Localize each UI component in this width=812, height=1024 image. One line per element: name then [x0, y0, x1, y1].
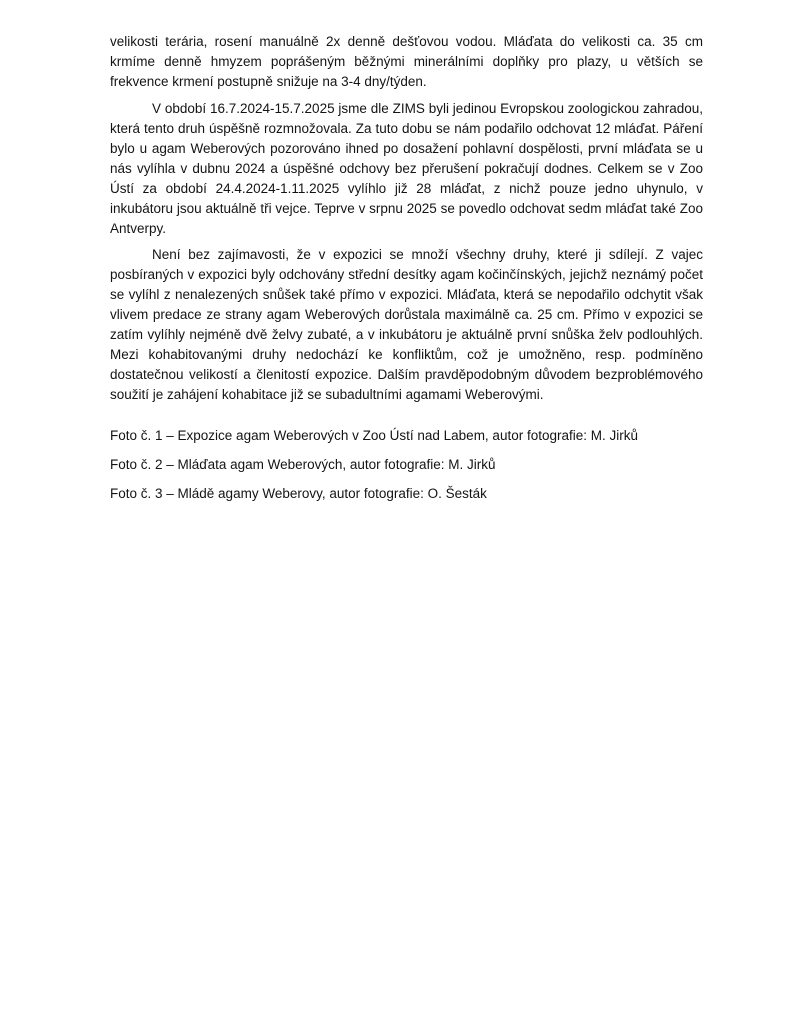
body-text-block [110, 32, 703, 405]
body-paragraph: V období 16.7.2024-15.7.2025 jsme dle ZIMS byli jedinou Evropskou zoologickou zahradou, která tento druh úspěšně rozmnožovala. Za tuto dobu se nám podařilo odchovat 12 mláďat. Páření bylo u agam Weberových pozorováno ihned po dosažení pohlavní dospělosti, první mláďata se u nás vylíhla v dubnu 2024 a úspěšné odchovy bez přerušení pokračují dodnes. Celkem se v Zoo Ústí za období 24.4.2024-1.11.2025 vylíhlo již 28 mláďat, z nichž pouze jedno uhynulo, v inkubátoru jsou aktuálně tři vejce. Teprve v srpnu 2025 se povedlo odchovat sedm mláďat také Zoo Antverpy. [110, 100, 703, 236]
photo-caption-1: Foto č. 1 – Expozice agam Weberových v Zoo Ústí nad Labem, autor fotografie: M. Jirků [110, 428, 638, 443]
body-paragraph-continuation: velikosti terária, rosení manuálně 2x denně dešťovou vodou. Mláďata do velikosti ca. 35 cm krmíme denně hmyzem poprášeným běžnými minerálními doplňky pro plazy, u větších se frekvence krmení postupně snižuje na 3-4 dny/týden. [110, 34, 703, 89]
photo-caption-3: Foto č. 3 – Mládě agamy Weberovy, autor fotografie: O. Šesták [110, 486, 487, 501]
photo-caption-2: Foto č. 2 – Mláďata agam Weberových, autor fotografie: M. Jirků [110, 457, 496, 472]
photo-caption-list [110, 426, 703, 504]
body-paragraph: Není bez zajímavosti, že v expozici se množí všechny druhy, které ji sdílejí. Z vajec posbíraných v expozici byly odchovány střední desítky agam kočinčínských, jejichž neznámý počet se vylíhl z nenalezených snůšek také přímo v expozici. Mláďata, která se nepodařilo odchytit však vlivem predace ze strany agam Weberových dorůstala maximálně ca. 25 cm. Přímo v expozici se zatím vylíhly nejméně dvě želvy zubaté, a v inkubátoru je aktuálně první snůška želv podlouhlých. Mezi kohabitovanými druhy nedochází ke konfliktům, což je umožněno, resp. podmíněno dostatečnou velikostí a členitostí expozice. Dalším pravděpodobným důvodem bezproblémového soužití je zahájení kohabitace již se subadultními agamami Weberovými. [110, 247, 703, 402]
